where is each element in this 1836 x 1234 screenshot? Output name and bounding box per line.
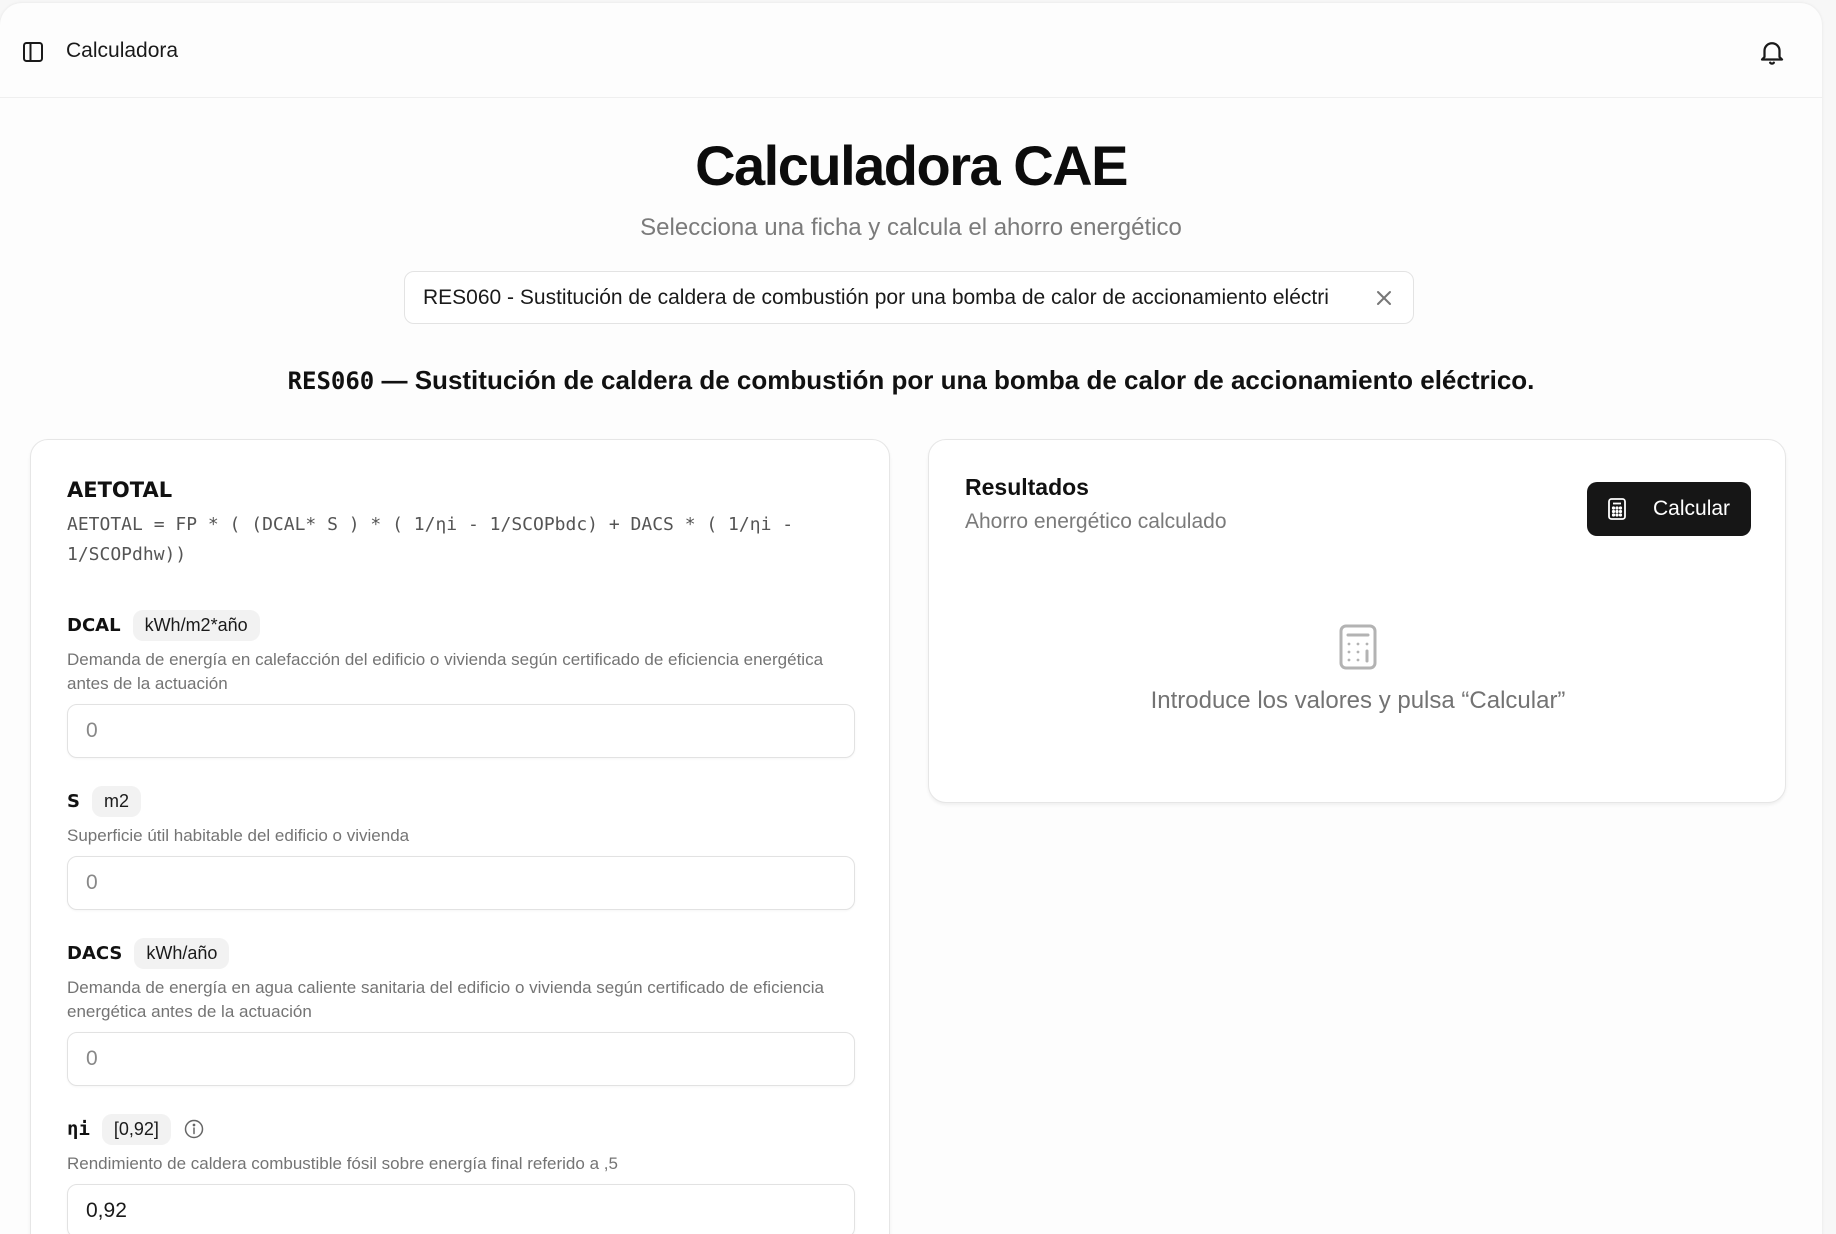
topbar-title: Calculadora: [66, 39, 179, 62]
unit-badge: [0,92]: [102, 1114, 171, 1145]
calculator-icon: [1607, 497, 1627, 521]
dacs-input[interactable]: [67, 1032, 855, 1086]
field-description: Demanda de energía en calefacción del edificio o vivienda según certificado de eficiencia energética antes de la actuación: [67, 650, 824, 693]
ficha-code: RES060: [287, 367, 375, 395]
calculator-icon: [1339, 624, 1377, 670]
calculate-button[interactable]: [1587, 482, 1751, 536]
field-description: Demanda de energía en agua caliente sanitaria del edificio o vivienda según certificado de eficiencia energética antes de la actuación: [67, 978, 824, 1021]
bell-icon: [1757, 37, 1787, 67]
sidebar-panel-icon: [22, 41, 44, 63]
eta-i-input[interactable]: [67, 1184, 855, 1234]
formula-label: AETOTAL: [67, 478, 173, 502]
page-subtitle: Selecciona una ficha y calcula el ahorro energético: [640, 214, 1182, 241]
field-name: DACS: [67, 942, 123, 964]
app-panel: [0, 3, 1822, 1234]
ficha-separator: —: [374, 365, 415, 395]
close-icon: [1373, 287, 1395, 309]
unit-badge: kWh/año: [134, 938, 229, 969]
sidebar-toggle-button[interactable]: [22, 41, 44, 63]
ficha-selector-value: RES060 - Sustitución de caldera de combustión por una bomba de calor de accionamiento eléctri: [423, 285, 1329, 309]
dcal-input[interactable]: [67, 704, 855, 758]
ficha-heading: [0, 365, 1822, 396]
field-eta-i: [67, 1112, 855, 1234]
field-dcal: [67, 608, 855, 758]
field-s: [67, 784, 855, 910]
results-card: [928, 439, 1786, 803]
field-dacs: [67, 936, 855, 1086]
results-title: Resultados: [965, 474, 1089, 500]
field-name: S: [67, 790, 80, 812]
field-description: Superficie útil habitable del edificio o vivienda: [67, 826, 410, 845]
unit-badge: kWh/m2*año: [133, 610, 260, 641]
results-subtitle: Ahorro energético calculado: [965, 510, 1227, 533]
notifications-button[interactable]: [1757, 37, 1787, 67]
field-name: ηi: [67, 1118, 90, 1140]
s-input[interactable]: [67, 856, 855, 910]
ficha-selector[interactable]: [404, 271, 1414, 324]
page-title: Calculadora CAE: [695, 134, 1127, 197]
results-empty-message: Introduce los valores y pulsa “Calcular”: [1150, 687, 1566, 714]
formula-expression: AETOTAL = FP * ( (DCAL* S ) * ( 1/ηi - 1/SCOPbdc) + DACS * ( 1/ηi - 1/SCOPdhw)): [67, 514, 794, 565]
unit-badge: m2: [92, 786, 141, 817]
clear-selection-button[interactable]: [1373, 287, 1395, 309]
ficha-title: Sustitución de caldera de combustión por una bomba de calor de accionamiento eléctrico.: [414, 365, 1535, 395]
input-form-card: [30, 439, 890, 1234]
calculate-button-label: Calcular: [1653, 497, 1731, 520]
field-name: DCAL: [67, 614, 121, 636]
top-bar: [0, 3, 1822, 98]
field-description: Rendimiento de caldera combustible fósil sobre energía final referido a ,5: [67, 1154, 618, 1173]
info-icon[interactable]: [183, 1118, 205, 1140]
